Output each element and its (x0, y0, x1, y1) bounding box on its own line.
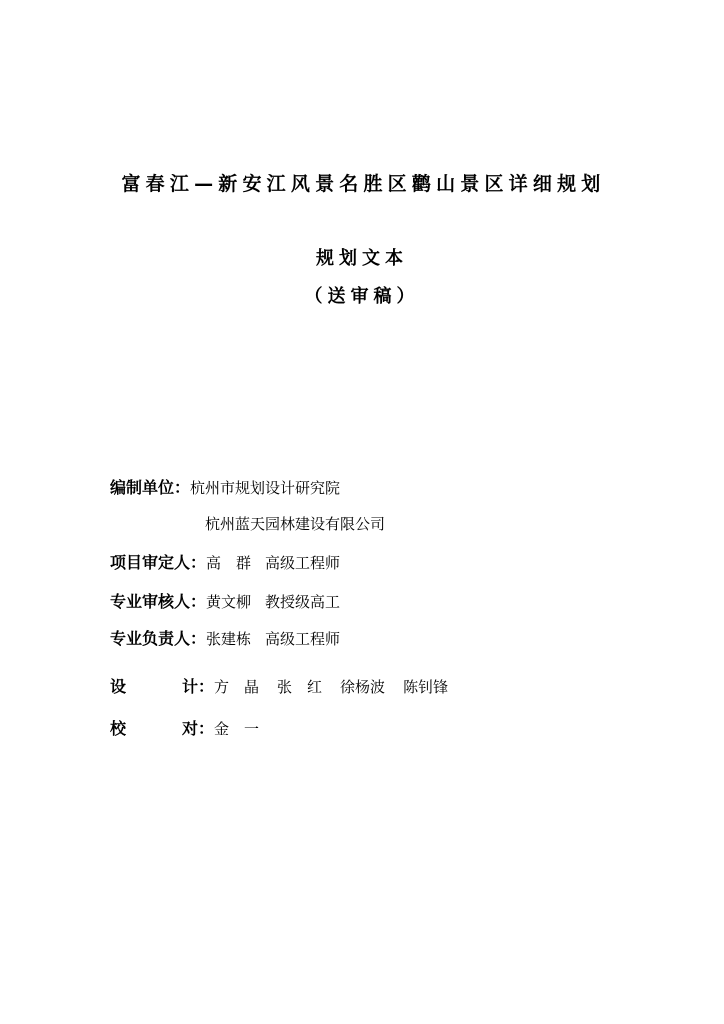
credit-compiler-row (110, 477, 340, 499)
credit-approver-label: 项目审定人： (110, 553, 207, 572)
credit-lead-name: 张建栋 (206, 630, 252, 648)
document-subtitle: 规划文本 (316, 248, 408, 269)
credit-approver-title: 高级工程师 (265, 554, 341, 572)
credit-proofreader-label-2: 对： (182, 719, 215, 738)
credit-reviewer-row (110, 591, 340, 613)
credit-proofreader-row (110, 718, 259, 740)
credit-compiler-row-2 (205, 513, 385, 535)
credit-approver-name: 高 群 (206, 554, 252, 572)
credit-compiler-label: 编制单位： (110, 478, 191, 497)
credit-designer-name: 张 红 (277, 678, 323, 696)
credit-approver-row (110, 552, 340, 574)
credit-designers-row (110, 676, 448, 698)
credit-designer-name: 方 晶 (214, 678, 260, 696)
credit-compiler-value-1: 杭州市规划设计研究院 (190, 479, 341, 497)
credit-designers-label-2: 计： (182, 677, 215, 696)
credit-reviewer-title: 教授级高工 (265, 593, 341, 611)
credit-designer-name: 徐杨波 (340, 678, 386, 696)
credit-lead-title: 高级工程师 (265, 630, 341, 648)
credit-reviewer-label: 专业审核人： (110, 592, 207, 611)
document-title: 富春江—新安江风景名胜区鹳山景区详细规划 (121, 173, 606, 195)
credit-proofreader-name: 金 一 (214, 720, 260, 738)
credit-designers-label-1: 设 (110, 677, 127, 696)
credit-lead-row (110, 628, 340, 650)
credit-reviewer-name: 黄文柳 (206, 593, 252, 611)
credit-proofreader-label-1: 校 (110, 719, 127, 738)
credit-compiler-value-2: 杭州蓝天园林建设有限公司 (205, 515, 386, 533)
credit-lead-label: 专业负责人： (110, 629, 207, 648)
credit-designer-name: 陈钊锋 (403, 678, 449, 696)
document-status: （送审稿） (304, 286, 420, 307)
